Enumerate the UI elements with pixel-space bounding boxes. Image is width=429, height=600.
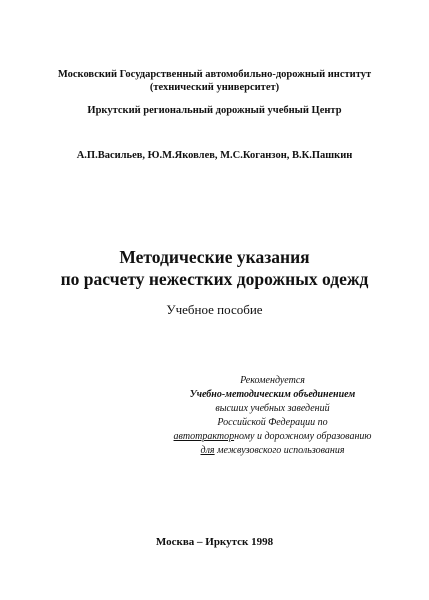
title-line-2: по расчету нежестких дорожных одежд	[60, 269, 369, 289]
recommendation-line: Рекомендуется	[240, 375, 305, 386]
recommendation-line	[170, 444, 375, 458]
recommendation-line: высших учебных заведений	[215, 403, 330, 414]
recommendation-line: Учебно-методическим объединением	[189, 389, 356, 400]
authors: А.П.Васильев, Ю.М.Яковлев, М.С.Коганзон, В.К.Пашкин	[76, 150, 353, 161]
recommendation-line: Российской Федерации по	[217, 417, 328, 428]
recommendation-text: межвузовского использования	[214, 445, 345, 456]
underlined-text: для	[200, 445, 215, 456]
imprint: Москва – Иркутск 1998	[155, 536, 274, 548]
recommendation-text: ному и дорожному образованию	[234, 431, 372, 442]
institute-subtitle: (технический университет)	[149, 82, 280, 93]
underlined-text: автотрактор	[173, 431, 235, 442]
title-line-1: Методические указания	[119, 247, 310, 267]
training-center-name: Иркутский региональный дорожный учебный Центр	[87, 105, 342, 116]
subtitle: Учебное пособие	[166, 302, 263, 317]
institute-name: Московский Государственный автомобильно-дорожный институт	[57, 69, 372, 80]
recommendation-line	[170, 430, 375, 444]
